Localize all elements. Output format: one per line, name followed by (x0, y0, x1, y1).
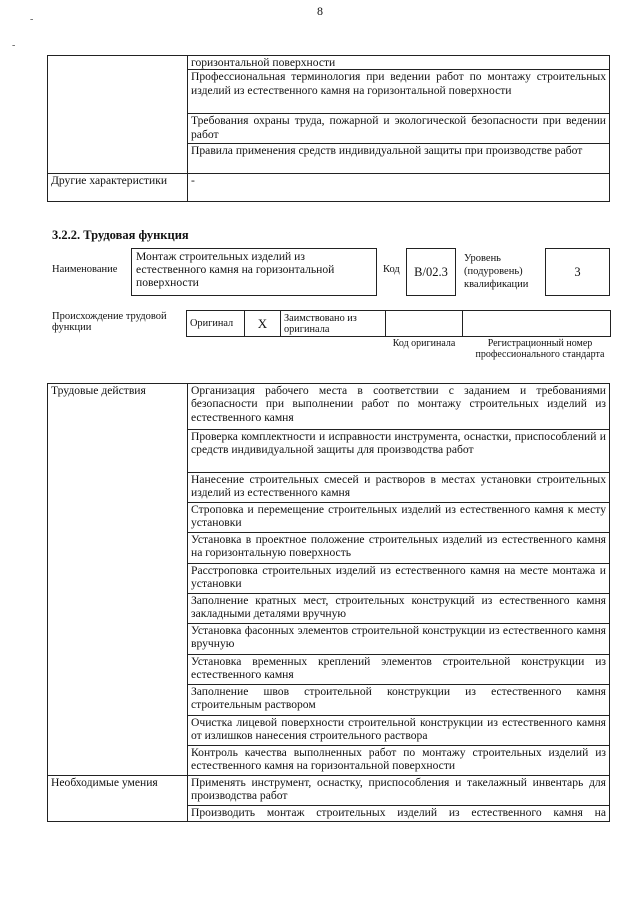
name-label: Наименование (52, 264, 118, 275)
code-label: Код (383, 264, 400, 275)
labor-actions-label: Трудовые действия (48, 384, 188, 776)
labor-action-item: Установка в проектное положение строительных изделий из естественного камня на горизонтальную поверхность (188, 533, 610, 564)
labor-action-item: Организация рабочего места в соответствии с заданием и требованиями безопасности при выполнении работ по монтажу строительных изделий из естественного камня (188, 384, 610, 430)
origin-table (186, 310, 611, 337)
original-label: Оригинал (187, 311, 245, 337)
borrowed-label: Заимствовано из оригинала (281, 311, 386, 337)
labor-action-item: Установка фасонных элементов строительной конструкции из естественного камня вручную (188, 624, 610, 655)
origin-label: Происхождение трудовой функции (52, 311, 167, 333)
labor-action-item: Очистка лицевой поверхности строительной конструкции из естественного камня от излишков нанесения строительного раствора (188, 716, 610, 746)
continuation-table (47, 55, 610, 202)
corner-mark: - (30, 14, 34, 25)
reg-number-cell (463, 311, 611, 337)
labor-action-item: Нанесение строительных смесей и растворов в местах установки строительных изделий из естественного камня (188, 473, 610, 503)
labor-action-item: Установка временных креплений элементов строительной конструкции из естественного камня (188, 655, 610, 685)
qualification-level-box: 3 (545, 248, 610, 296)
required-skills-label: Необходимые умения (48, 776, 188, 822)
skill-item: Производить монтаж строительных изделий из естественного камня на (188, 806, 610, 822)
table-label-cell (48, 56, 188, 174)
level-label: Уровень (подуровень) квалификации (464, 253, 529, 290)
skill-item: Применять инструмент, оснастку, приспособления и такелажный инвентарь для производства работ (188, 776, 610, 806)
knowledge-item: Требования охраны труда, пожарной и экологической безопасности при ведении работ (188, 114, 610, 144)
corner-mark: - (12, 40, 16, 51)
section-title: 3.2.2. Трудовая функция (52, 228, 189, 242)
knowledge-item: Профессиональная терминология при ведении работ по монтажу строительных изделий из естественного камня на горизонтальной поверхности (188, 70, 610, 114)
labor-function-table (47, 383, 610, 822)
original-code-cell (386, 311, 463, 337)
original-code-caption: Код оригинала (392, 338, 456, 349)
labor-action-item: Строповка и перемещение строительных изделий из естественного камня к месту установки (188, 503, 610, 533)
other-characteristics-value: - (188, 174, 610, 202)
labor-action-item: Контроль качества выполненных работ по монтажу строительных изделий из естественного камня на горизонтальной поверхности (188, 746, 610, 776)
knowledge-item: Правила применения средств индивидуальной защиты при производстве работ (188, 144, 610, 174)
labor-action-item: Расстроповка строительных изделий из естественного камня на месте монтажа и установки (188, 564, 610, 594)
other-characteristics-label: Другие характеристики (48, 174, 188, 202)
page-number: 8 (317, 4, 323, 18)
reg-number-caption: Регистрационный номер профессионального стандарта (475, 338, 605, 360)
function-name-box: Монтаж строительных изделий из естественного камня на горизонтальной поверхности (131, 248, 377, 296)
labor-action-item: Проверка комплектности и исправности инструмента, оснастки, приспособлений и средств индивидуальной защиты для производства работ (188, 430, 610, 473)
labor-action-item: Заполнение швов строительной конструкции из естественного камня строительным раствором (188, 685, 610, 716)
function-code-box: B/02.3 (406, 248, 456, 296)
labor-action-item: Заполнение кратных мест, строительных конструкций из естественного камня закладными деталями вручную (188, 594, 610, 624)
original-mark: X (245, 311, 281, 337)
knowledge-item: горизонтальной поверхности (188, 56, 610, 70)
